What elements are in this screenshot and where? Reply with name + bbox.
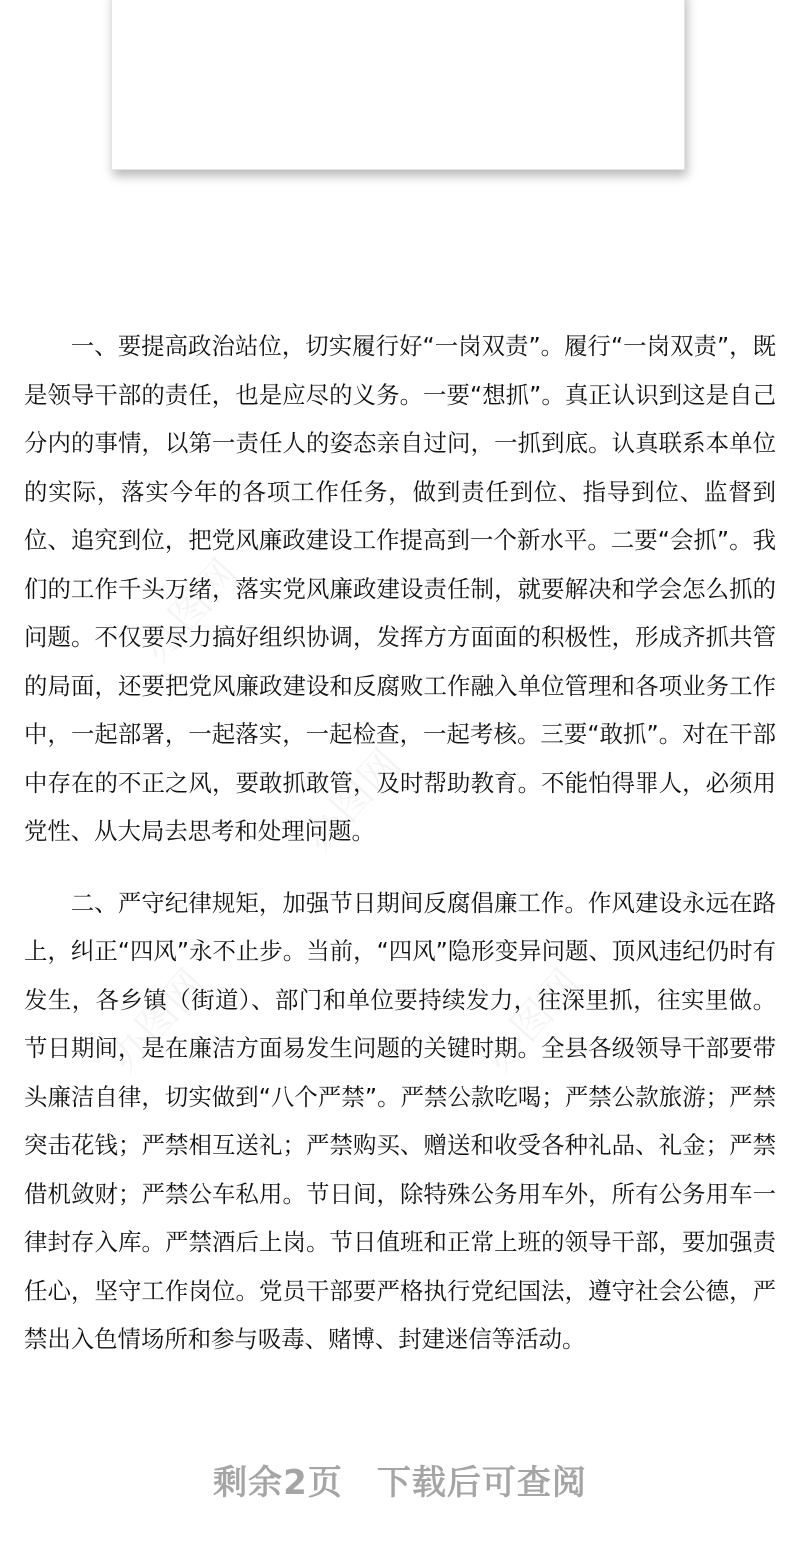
download-action-label: 下载后可查阅 — [376, 1463, 587, 1503]
paragraph-2: 二、严守纪律规矩，加强节日期间反腐倡廉工作。作风建设永远在路上，纠正“四风”永不止步。当前，“四风”隐形变异问题、顶风违纪仍时有发生，各乡镇（街道）、部门和单位要持续发力，往深里抓，往实里做。节日期间，是在廉洁方面易发生问题的关键时期。全县各级领导干部要带头廉洁自律，切实做到“八个严禁”。严禁公款吃喝；严禁公款旅游；严禁突击花钱；严禁相互送礼；严禁购买、赠送和收受各种礼品、礼金；严禁借机敛财；严禁公车私用。节日间，除特殊公务用车外，所有公务用车一律封存入库。严禁酒后上岗。节日值班和正常上班的领导干部，要加强责任心，坚守工作岗位。党员干部要严格执行党纪国法，遵守社会公德，严禁出入色情场所和参与吸毒、赌博、封建迷信等活动。 — [24, 888, 776, 1353]
document-body — [24, 322, 776, 1364]
download-prompt[interactable] — [0, 1455, 800, 1504]
previous-page-preview — [111, 0, 685, 170]
remaining-pages-label: 剩余2页 — [213, 1463, 343, 1503]
paragraph-1: 一、要提高政治站位，切实履行好“一岗双责”。履行“一岗双责”，既是领导干部的责任，也是应尽的义务。一要“想抓”。真正认识到这是自己分内的事情，以第一责任人的姿态亲自过问，一抓到底。认真联系本单位的实际，落实今年的各项工作任务，做到责任到位、指导到位、监督到位、追究到位，把党风廉政建设工作提高到一个新水平。二要“会抓”。我们的工作千头万绪，落实党风廉政建设责任制，就要解决和学会怎么抓的问题。不仅要尽力搞好组织协调，发挥方方面面的积极性，形成齐抓共管的局面，还要把党风廉政建设和反腐败工作融入单位管理和各项业务工作中，一起部署，一起落实，一起检查，一起考核。三要“敢抓”。对在干部中存在的不正之风，要敢抓敢管，及时帮助教育。不能怕得罪人，必须用党性、从大局去思考和处理问题。 — [24, 332, 776, 845]
download-link[interactable] — [213, 1463, 587, 1503]
